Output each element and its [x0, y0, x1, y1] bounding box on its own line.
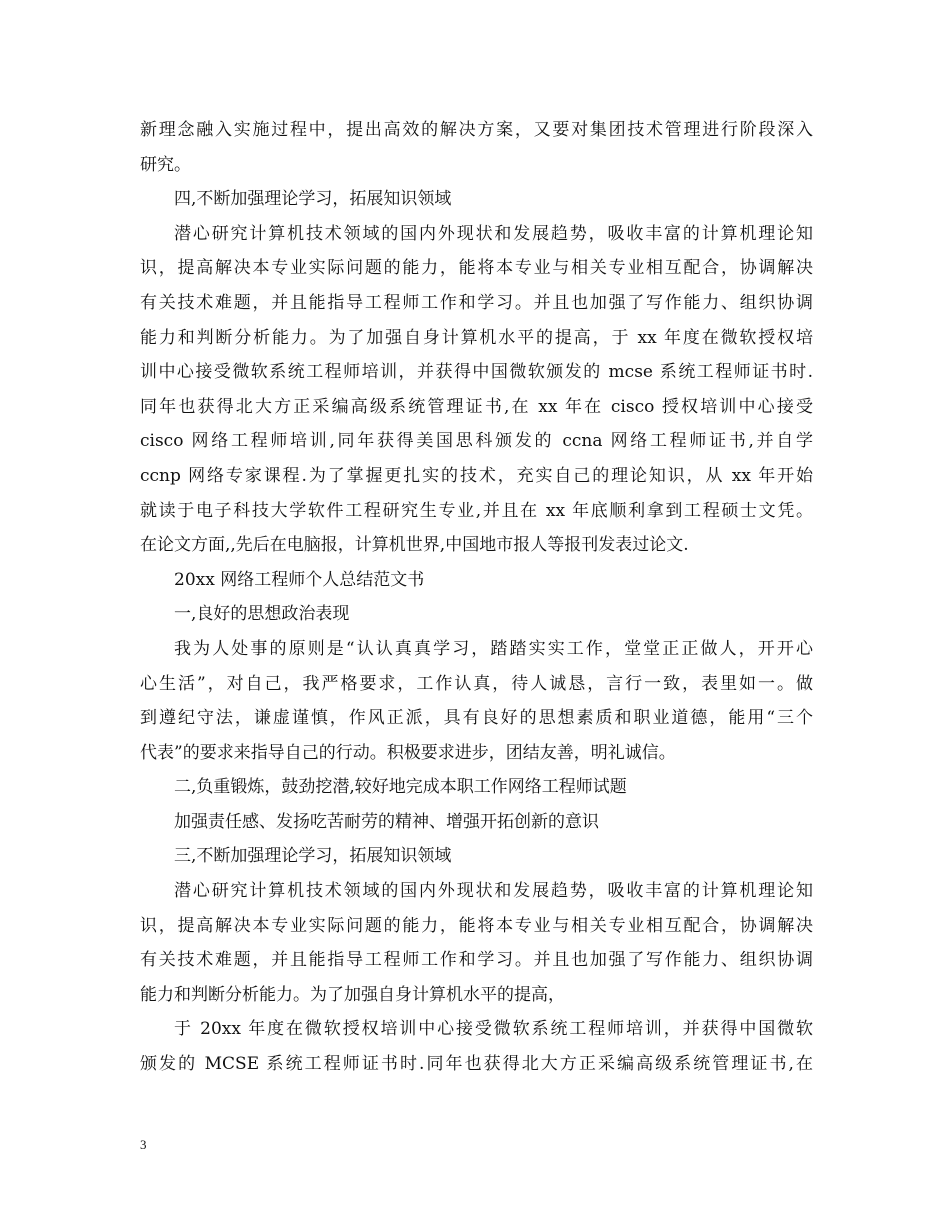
text-line: 于 20xx 年度在微软授权培训中心接受微软系统工程师培训，并获得中国微软: [174, 1019, 813, 1040]
text-line: 颁发的 MCSE 系统工程师证书时.同年也获得北大方正采编高级系统管理证书,在: [140, 1054, 813, 1075]
text-line: 有关技术难题，并且能指导工程师工作和学习。并且也加强了写作能力、组织协调: [140, 292, 813, 313]
text-line: 一,良好的思想政治表现: [174, 604, 350, 625]
text-line: 三,不断加强理论学习，拓展知识领域: [174, 846, 452, 867]
text-line: 潜心研究计算机技术领域的国内外现状和发展趋势，吸收丰富的计算机理论知: [174, 881, 813, 902]
text-line: 20xx 网络工程师个人总结范文书: [174, 569, 425, 590]
text-line: 四,不断加强理论学习，拓展知识领域: [174, 189, 452, 210]
page-number: 3: [140, 1137, 147, 1152]
text-line: 心生活”，对自己，我严格要求，工作认真，待人诚恳，言行一致，表里如一。做: [140, 673, 813, 694]
text-line: 同年也获得北大方正采编高级系统管理证书,在 xx 年在 cisco 授权培训中心接受: [140, 396, 813, 417]
text-line: 新理念融入实施过程中，提出高效的解决方案，又要对集团技术管理进行阶段深入: [140, 120, 813, 140]
text-line: 代表”的要求来指导自己的行动。积极要求进步，团结友善，明礼诚信。: [140, 742, 676, 763]
text-line: 加强责任感、发扬吃苦耐劳的精神、增强开拓创新的意识: [174, 811, 599, 832]
text-line: 研究。: [140, 154, 191, 175]
document-body: [140, 113, 813, 1082]
text-line: 识，提高解决本专业实际问题的能力，能将本专业与相关专业相互配合，协调解决: [140, 258, 813, 279]
text-line: 识，提高解决本专业实际问题的能力，能将本专业与相关专业相互配合，协调解决: [140, 915, 813, 936]
text-line: 训中心接受微软系统工程师培训，并获得中国微软颁发的 mcse 系统工程师证书时.: [140, 362, 813, 383]
text-line: 有关技术难题，并且能指导工程师工作和学习。并且也加强了写作能力、组织协调: [140, 950, 813, 971]
text-line: ccnp 网络专家课程.为了掌握更扎实的技术，充实自己的理论知识，从 xx 年开始: [140, 465, 813, 486]
text-line: 我为人处事的原则是“认认真真学习，踏踏实实工作，堂堂正正做人，开开心: [174, 638, 813, 659]
text-line: 在论文方面,,先后在电脑报，计算机世界,中国地市报人等报刊发表过论文.: [140, 535, 689, 556]
text-line: 二,负重锻炼，鼓劲挖潜,较好地完成本职工作网络工程师试题: [174, 777, 627, 798]
text-line: 能力和判断分析能力。为了加强自身计算机水平的提高，于 xx 年度在微软授权培: [140, 327, 813, 348]
text-line: 就读于电子科技大学软件工程研究生专业,并且在 xx 年底顺利拿到工程硕士文凭。: [140, 500, 813, 521]
text-line: 潜心研究计算机技术领域的国内外现状和发展趋势，吸收丰富的计算机理论知: [174, 223, 813, 244]
text-line: 能力和判断分析能力。为了加强自身计算机水平的提高，: [140, 984, 565, 1005]
text-line: 到遵纪守法，谦虚谨慎，作风正派，具有良好的思想素质和职业道德，能用“三个: [140, 708, 813, 729]
text-line: cisco 网络工程师培训,同年获得美国思科颁发的 ccna 网络工程师证书,并自学: [140, 431, 813, 452]
